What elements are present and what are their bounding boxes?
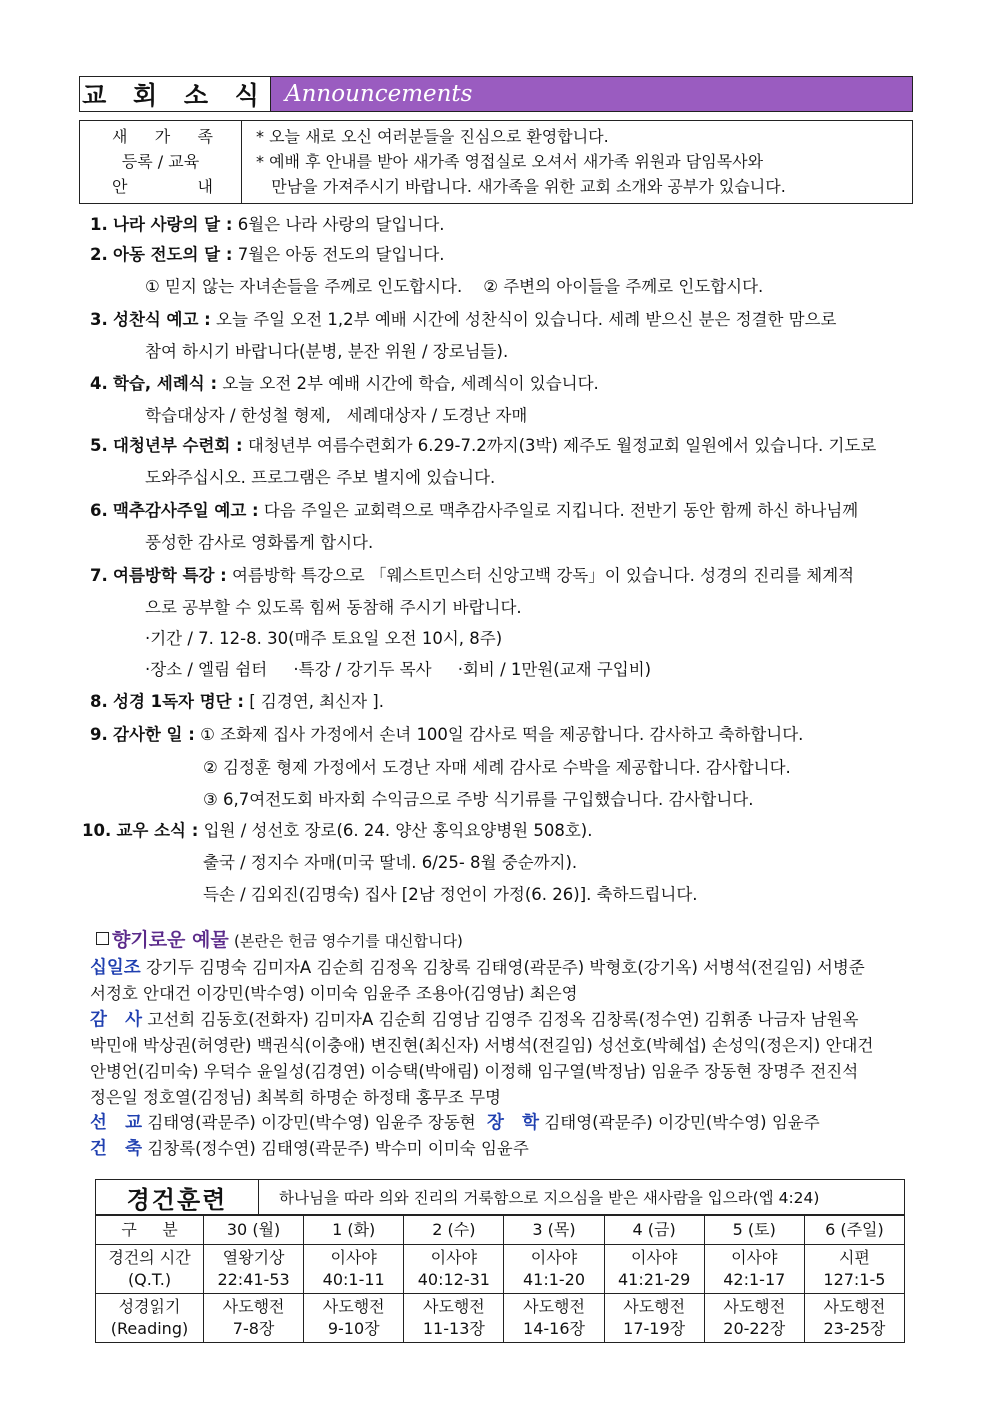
table-row [96, 1294, 905, 1343]
thanks-names: 안병언(김미숙) 우덕수 윤일성(김경연) 이승택(박애림) 이정해 임구열(박정남) 임윤주 장동현 장명주 전진석 [90, 1062, 859, 1081]
mission-row [90, 1112, 820, 1134]
offerings-title-row [96, 929, 463, 952]
newcomer-label-2: 등록 / 교육 [121, 152, 200, 171]
header-title-english: Announcements [271, 77, 912, 111]
qt-cell: 이사야 42:1-17 [704, 1245, 804, 1294]
training-title: 경건훈련 [96, 1180, 259, 1214]
announcement-item-1: 1. 나라 사랑의 달 : 6월은 나라 사랑의 달입니다. [90, 215, 445, 234]
day-header: 4 (금) [604, 1216, 704, 1245]
qt-cell: 열왕기상 22:41-53 [204, 1245, 304, 1294]
announcement-line: 도와주십시오. 프로그램은 주보 별지에 있습니다. [145, 468, 496, 487]
newcomer-labels [80, 121, 242, 203]
header-title-korean: 교 회 소 식 [80, 77, 271, 111]
announcement-line: ② 김정훈 형제 가정에서 도경난 자매 세례 감사로 수박을 제공합니다. 감사합니다. [203, 758, 791, 777]
tithe-names: 서정호 안대건 이강민(박수영) 이미숙 임윤주 조용아(김영남) 최은영 [90, 984, 578, 1003]
table-row [96, 1216, 905, 1245]
day-header: 1 (화) [304, 1216, 404, 1245]
reading-cell: 사도행전 23-25장 [804, 1294, 904, 1343]
training-table [95, 1215, 905, 1343]
thanks-names: 고선희 김동호(전화자) 김미자A 김순희 김영남 김영주 김정옥 김창록(정수연) 김휘종 나금자 남원옥 [147, 1010, 859, 1029]
reading-cell: 사도행전 9-10장 [304, 1294, 404, 1343]
thanks-label: 감 사 [90, 1010, 143, 1030]
day-header: 2 (수) [404, 1216, 504, 1245]
announcement-item-6: 6. 맥추감사주일 예고 : 다음 주일은 교회력으로 맥추감사주일로 지킵니다. 전반기 동안 함께 하신 하나님께 [90, 501, 859, 520]
tithe-names: 강기두 김명숙 김미자A 김순희 김정옥 김창록 김태영(곽문주) 박형호(강기옥) 서병석(전길임) 서병준 [145, 958, 865, 977]
reading-label-cell: 성경읽기 (Reading) [96, 1294, 204, 1343]
qt-label-cell: 경건의 시간 (Q.T.) [96, 1245, 204, 1294]
reading-cell: 사도행전 11-13장 [404, 1294, 504, 1343]
announcement-item-9: 9. 감사한 일 : ① 조화제 집사 가정에서 손녀 100일 감사로 떡을 제공합니다. 감사하고 축하합니다. [90, 725, 804, 744]
day-header: 5 (토) [704, 1216, 804, 1245]
mission-label: 선 교 [90, 1113, 143, 1133]
announcement-line: 출국 / 정지수 자매(미국 딸네. 6/25- 8월 중순까지). [203, 853, 578, 872]
mission-names: 김태영(곽문주) 이강민(박수영) 임윤주 장동현 [147, 1113, 476, 1132]
building-row [90, 1138, 529, 1160]
training-verse: 하나님을 따라 의와 진리의 거룩함으로 지으심을 받은 새사람을 입으라(엡 4:24) [279, 1189, 820, 1207]
announcement-item-8: 8. 성경 1독자 명단 : [ 김경연, 최신자 ]. [90, 692, 384, 711]
scholar-names: 김태영(곽문주) 이강민(박수영) 임윤주 [544, 1113, 820, 1132]
thanks-names: 박민애 박상권(허영란) 백권식(이충애) 변진현(최신자) 서병석(전길임) 성선호(박혜섭) 손성익(정은지) 안대건 [90, 1036, 874, 1055]
announcement-item-2: 2. 아동 전도의 달 : 7월은 아동 전도의 달입니다. [90, 245, 445, 264]
building-names: 김창록(정수연) 김태영(곽문주) 박수미 이미숙 임윤주 [147, 1139, 529, 1158]
tithe-label: 십일조 [90, 958, 141, 978]
scholar-label: 장 학 [486, 1113, 540, 1133]
announcement-line: 득손 / 김외진(김명숙) 집사 [2남 정언이 가정(6. 26)]. 축하드립니다. [203, 885, 698, 904]
announcement-line: 학습대상자 / 한성철 형제, 세례대상자 / 도경난 자매 [145, 406, 528, 425]
newcomer-line: * 예배 후 안내를 받아 새가족 영접실로 오셔서 새가족 위원과 담임목사와 [256, 152, 764, 171]
newcomer-line: 만남을 가져주시기 바랍니다. 새가족을 위한 교회 소개와 공부가 있습니다. [256, 177, 786, 196]
tithe-row [90, 957, 865, 979]
announcement-line: ① 믿지 않는 자녀손들을 주께로 인도합시다. ② 주변의 아이들을 주께로 인도합시다. [145, 277, 764, 296]
thanks-row [90, 1009, 858, 1031]
checkbox-square-icon [96, 932, 109, 945]
announcement-line: ③ 6,7여전도회 바자회 수익금으로 주방 식기류를 구입했습니다. 감사합니다. [203, 790, 754, 809]
announcement-line: ·장소 / 엘림 쉼터 ·특강 / 강기두 목사 ·회비 / 1만원(교재 구입비) [145, 660, 652, 679]
day-header: 3 (목) [504, 1216, 604, 1245]
newcomer-label-3: 안 내 [112, 177, 213, 196]
qt-cell: 이사야 40:1-11 [304, 1245, 404, 1294]
newcomer-label-1: 새 가 족 [112, 127, 213, 146]
newcomer-line: * 오늘 새로 오신 여러분들을 진심으로 환영합니다. [256, 127, 609, 146]
qt-cell: 시편 127:1-5 [804, 1245, 904, 1294]
announcement-line: 으로 공부할 수 있도록 힘써 동참해 주시기 바랍니다. [145, 598, 522, 617]
newcomer-text [242, 121, 912, 203]
qt-cell: 이사야 40:12-31 [404, 1245, 504, 1294]
training-header [95, 1179, 905, 1215]
qt-cell: 이사야 41:1-20 [504, 1245, 604, 1294]
announcement-line: 풍성한 감사로 영화롭게 합시다. [145, 533, 374, 552]
building-label: 건 축 [90, 1139, 143, 1159]
announcement-item-3: 3. 성찬식 예고 : 오늘 주일 오전 1,2부 예배 시간에 성찬식이 있습니다. 세례 받으신 분은 정결한 맘으로 [90, 310, 837, 329]
newcomer-box [79, 120, 913, 204]
announcement-line: 참여 하시기 바랍니다(분병, 분잔 위원 / 장로님들). [145, 342, 509, 361]
reading-cell: 사도행전 7-8장 [204, 1294, 304, 1343]
offerings-title: 향기로운 예물 [112, 929, 229, 951]
table-row [96, 1245, 905, 1294]
day-header: 6 (주일) [804, 1216, 904, 1245]
announcement-item-10: 10. 교우 소식 : 입원 / 성선호 장로(6. 24. 양산 홍익요양병원 508호). [82, 821, 593, 840]
offerings-note: (본란은 헌금 영수기를 대신합니다) [234, 932, 463, 950]
announcement-line: ·기간 / 7. 12-8. 30(매주 토요일 오전 10시, 8주) [145, 629, 503, 648]
reading-cell: 사도행전 20-22장 [704, 1294, 804, 1343]
thanks-names: 정은일 정호열(김정님) 최복희 하명순 하정태 홍무조 무명 [90, 1088, 501, 1107]
announcement-item-5: 5. 대청년부 수련회 : 대청년부 여름수련회가 6.29-7.2까지(3박) 제주도 월정교회 일원에서 있습니다. 기도로 [90, 436, 877, 455]
qt-cell: 이사야 41:21-29 [604, 1245, 704, 1294]
announcement-item-4: 4. 학습, 세례식 : 오늘 오전 2부 예배 시간에 학습, 세례식이 있습니다. [90, 374, 599, 393]
announcements-header [79, 76, 913, 112]
reading-cell: 사도행전 17-19장 [604, 1294, 704, 1343]
announcement-item-7: 7. 여름방학 특강 : 여름방학 특강으로 「웨스트민스터 신앙고백 강독」이 있습니다. 성경의 진리를 체계적 [90, 566, 855, 585]
table-header-cell: 구 분 [96, 1216, 204, 1245]
reading-cell: 사도행전 14-16장 [504, 1294, 604, 1343]
day-header: 30 (월) [204, 1216, 304, 1245]
